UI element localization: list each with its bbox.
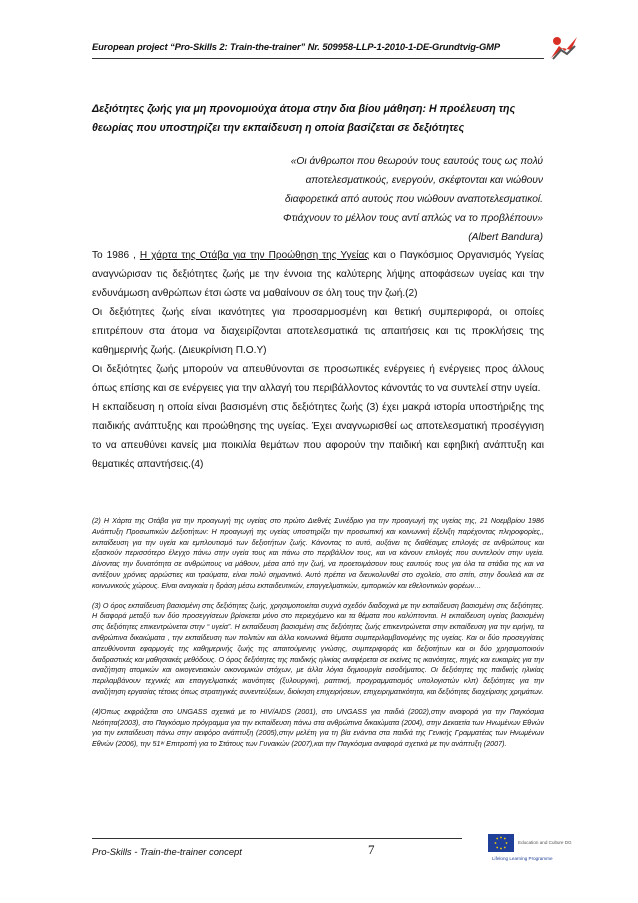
footnote-3: (3) Ο όρος εκπαίδευση βασισμένη στις δεξιότητες ζωής, χρησιμοποιείται συχνά σχεδόν διαδοχικά με την εκπαίδευση βασισμένη στις δεξιότητες. Η διαφορά μεταξύ των δύο προσεγγίσεων βρίσκεται μόνο στο περιεχόμενο και τα θέματα που καλύπτονται. Η εκπαίδευση υγείας βασισμένη στις δεξιότητες επικεντρώνεται στην “ υγεία”. Η εκπαίδευση βασισμένη στις δεξιότητες ζωής επικεντρώνεται στην εκπαίδευση για την ειρήνη, τα ανθρώπινα δικαιώματα , την εκπαίδευση των πολιτών και άλλα κοινωνικά θέματα συμπεριλαμβανομένης της υγείας. Και οι δύο προσεγγίσεις απευθύνονται εφαρμογές της καθημερινής ζωής της απαιτούμενης γνώσης, συμπεριφοράς και δεξιοτήτων και οι δύο χρησιμοποιούν διαδραστικές και μαθησιακές μεθόδους. Ο όρος δεξιότητες της παιδικής ηλικίας αναφέρεται σε εκείνες τις ικανότητες, πηγές και ευκαιρίες για την αναζήτηση ατομικών και οικογενειακών οικονομικών στόχων, με άλλα λόγια δημιουργία εισοδήματος. Οι δεξιότητες της παιδικής ηλικίας περιλαμβάνουν τεχνικές και επαγγελματικές ικανότητες (ξυλουργική, ραπτική, προγραμματισμός υπολογιστών κλπ) δεξιότητες για την αναζήτηση εργασίας τέτοιες όπως στρατηγικές συνεντεύξεων, διοίκηση επιχειρήσεων, επιχειρηματικότητα, και δεξιότητες διαχείρισης χρημάτων. [92, 600, 544, 696]
project-logo-icon [549, 34, 579, 60]
body-paragraph [92, 246, 544, 303]
header-divider [92, 58, 544, 59]
paragraph-text: και ο Παγκόσμιος Οργανισμός Υγείας αναγνώρισαν τις δεξιότητες ζωής με την έννοια της καλύτερης λήψης αποφάσεων υγείας και την ενδυνάμωση ανθρώπων έτσι ώστε να μαθαίνουν σε όλη τους την ζωή.(2) [92, 250, 544, 299]
quote-author: (Albert Bandura) [468, 232, 543, 243]
body-paragraph: Οι δεξιότητες ζωής είναι ικανότητες για προσαρμοσμένη και θετική συμπεριφορά, οι οποίες επιτρέπουν στα άτομα να διαχειρίζονται αποτελεσματικά τις απαιτήσεις και τις προκλήσεις της καθημερινής ζωής. (Διευκρίνιση Π.Ο.Υ) [92, 307, 544, 356]
paragraph-text: Το 1986 , [92, 250, 140, 261]
body-paragraph: Η εκπαίδευση η οποία είναι βασισμένη στις δεξιότητες ζωής (3) έχει μακρά ιστορία υποστήριξης της παιδικής ανάπτυξης και προώθησης της υγείας. Έχει αναγνωρισθεί ως αποτελεσματική προσέγγιση το να απευθύνει κανείς μια ποικιλία θεμάτων που αφορούν την παιδική και εφηβική ανάπτυξη και θεματικές απαντήσεις.(4) [92, 402, 544, 470]
section-title: Δεξιότητες ζωής για μη προνομιούχα άτομα στην δια βίου μάθηση: Η προέλευση της θεωρίας που υποστηρίζει την εκπαίδευση η οποία βασίζεται σε δεξιότητες [92, 103, 516, 134]
footnote-2: (2) Η Χάρτα της Οτάβα για την προαγωγή της υγείας στο πρώτο Διεθνές Συνέδριο για την προαγωγή της υγείας της, 21 Νοεμβρίου 1986 Ανάπτυξη Προσωπικών Δεξιοτήτων: Η προαγωγή της υγείας υποστηρίζει την προσωπική και κοινωνική έξελιξη παρέχοντας πληροφορίες,, εκπαίδευση για την υγεία και εμπλουτισμό των δεξιοτήτων ζωής. Κάνοντας το αυτό, αυξάνει τις διαθέσιμες επιλογές σε ανθρώπους και εξασκούν περισσότερο έλεγχο πάνω στην υγεία τους και πάνω στο περιβάλλον τους, και να κάνουν επιλογές που συντελούν στην υγεία. Δίνοντας την δυνατότητα σε ανθρώπους να μάθουν, μέσα από την ζωή, να προετοιμάσουν τους εαυτούς τους για όλα τα στάδια της και να αντέξουν χρόνιες αρρώστιες και τραύματα, είναι πολύ σημαντικό. Αυτό πρέπει να διευκολυνθεί στο σχολείο, στο σπίτι, στην δουλειά και σε κοινωνικούς χώρους. Είναι αναγκαία η δράση μέσω εκπαιδευτικών, επαγγελματικών, εμπορικών και εθελοντικών φορέων… [92, 516, 544, 590]
header-text: European project “Pro-Skills 2: Train-the-trainer” Nr. 509958-LLP-1-2010-1-DE-Grundtvig-GMP [92, 41, 501, 52]
llp-label: Lifelong Learning Programme [492, 856, 553, 861]
footnote-4: (4)Όπως εκφράζεται στο UNGASS σχετικά με το HIV/AIDS (2001), στο UNGASS για παιδιά (2002),στην αναφορά για την Παγκόσμια Νεότητα(2003), στο Παγκόσμιο πρόγραμμα για την εκπαίδευση πάνω στα ανθρώπινα δικαιώματα (2004), στην Δεκαετία των Ηνωμένων Εθνών για την εκπαίδευση πάνω στην αειφόρο ανάπτυξη (2005),στην μελέτη για τη βία ενάντια στα παιδιά της Γενικής Γραμματέας των Ηνωμένων Εθνών (2006), την 51ʷ Επιτροπή για το Στάτους των Γυναικών (2007),και την Παγκόσμια αναφορά σχετικά με την ανάπτυξη (2007). [92, 706, 544, 749]
epigraph-quote [262, 152, 543, 247]
footer-divider [92, 838, 462, 839]
footer-text: Pro-Skills - Train-the-trainer concept [92, 846, 242, 857]
body-text [92, 246, 544, 474]
footnotes [92, 516, 544, 759]
body-paragraph: Οι δεξιότητες ζωής μπορούν να απευθύνονται σε προσωπικές ενέργειες ή ενέργειες προς άλλους όπως επίσης και σε ενέργειες για την αλλαγή του περιβάλλοντος κάνοντάς το να συντελεί στην υγεία. [92, 364, 544, 394]
ottawa-charter-link[interactable]: Η χάρτα της Οτάβα για την Προώθηση της Υγείας [139, 250, 370, 261]
quote-text: «Οι άνθρωποι που θεωρούν τους εαυτούς τους ως πολύ αποτελεσματικούς, ενεργούν, σκέφτονται και νιώθουν διαφορετικά από αυτούς που νιώθουν αναποτελεσματικοί. Φτιάχνουν το μέλλον τους αντί απλώς να το προβλέπουν» [283, 156, 543, 224]
eu-education-label: Education and Culture DG [518, 840, 572, 845]
eu-flag-icon [488, 834, 514, 852]
page-number: 7 [368, 842, 375, 857]
